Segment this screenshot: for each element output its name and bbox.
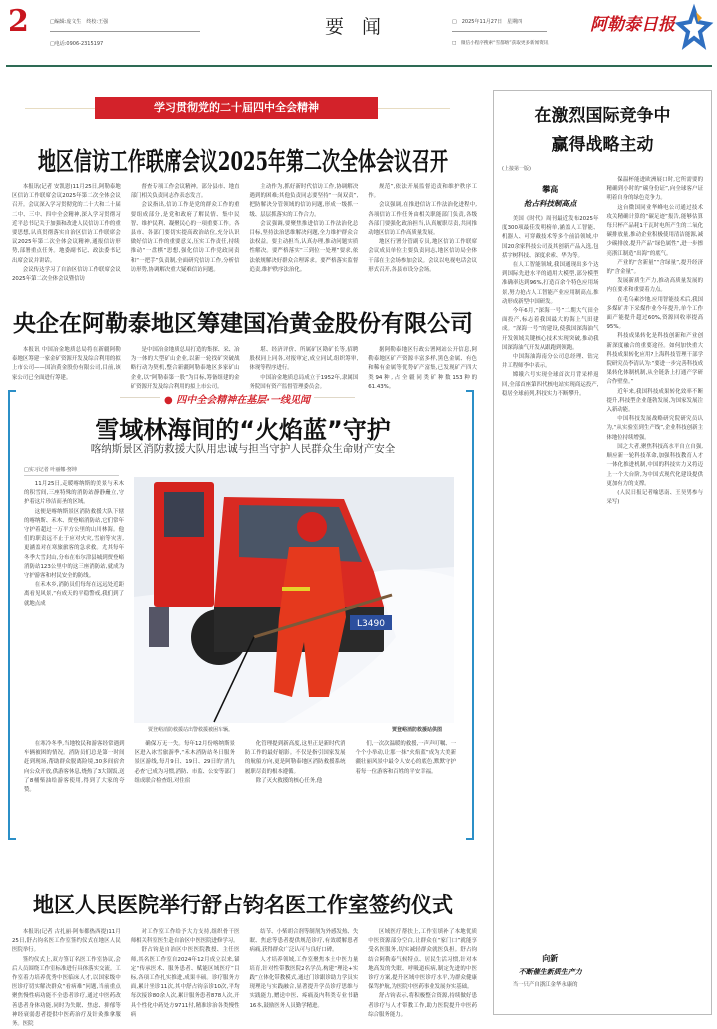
wechat-note: □ 微信小程序搜索“雪都喀”获取更多新闻资讯 — [452, 41, 549, 46]
column-kicker — [160, 391, 314, 406]
text-column — [24, 740, 125, 840]
paragraph: 会议指出,信访工作是党的群众工作的重要组成部分,是党和政府了解民情、集中民智、维护民利、凝聚民心的一项重要工作。各县市、各部门要切实提高政治站位,充分认识做好信访工作的重要意义,压实工作责任,持续推动“一盘棋”思想,强化信访工作党政同责和“一把手”负责制,全面研究信访工作,分析信访形势,协调解决重大疑难信访问题。 — [130, 202, 240, 273]
article-body — [12, 346, 477, 390]
paragraph: 督查专项工作会议精神。部分县市、地直部门相关负责同志作表态发言。 — [130, 184, 240, 200]
paragraph: 在毛乌素沙地,应用智能技术后,我国多煤矿井下采煤作业今年提升,单个工作面产能提升超过60%,资源回收率提高95%。 — [606, 296, 703, 331]
paragraph: 在禾木乡,消防员们每每在远远处近距离看见风景,“有成天的平稳警戒,我们到了就地点成 — [24, 582, 124, 607]
article-body — [12, 928, 477, 1028]
paragraph: 美国《时代》周刊最近发布2025年度300项最佳发明榜单,涵盖人工智能、机器人、可穿戴技术等多个前沿领域,中国20余家科技公司及其创新产品入选,包括宇树科技、深度求索、华为等。 — [502, 216, 599, 259]
text-column — [245, 740, 346, 840]
paragraph: 国之大者,聚焦科技高水平自立自强,顺应新一轮科技革命,加强科技教育人才一体化推进机制,中国的科技实力又将迈上一个大台阶,为中国式现代化建设提供更加有力的支撑。 — [606, 443, 703, 487]
text-column — [368, 183, 477, 293]
section-title: 要 闻 — [325, 16, 388, 38]
paragraph: 是中国冶金地质总局打造的集探、采、冶为一体的大型矿山企业,以新一轮找矿突破战略行动为契机,整合新疆阿勒泰地区多家矿山企业,以“阿勒泰第一股”为目标,筹备组建的金矿资源开发及综合利用的拟上市公司。 — [130, 347, 240, 390]
phone-number: □电话:0906-2315197 — [50, 41, 104, 47]
paragraph: 人才培养领域,工作室聚焦本土中医力量培育,针对性带教医院2名学员,构建“理论+实践”立体化带教模式,通过门诊跟诊助力学员实现理论与实践融合,显著提升学员诊疗思维与实践能力,赠送中医、疼痛及内科类专业书籍16本,鼓励医务人员勤学精进。 — [249, 956, 359, 1009]
paragraph: 堪、经济评价、所属矿区勘矿长等,招聘股权同上同各,对报审定,成立同试,组织筹审,体现等程序进行。 — [249, 347, 359, 372]
paragraph: 今年6月,“深海一号”二期大气田全面投产,标志着我国最大的海上气田建成。“深海一号”的建设,使我国深海油气开发领域关键核心技术实现突破,推动我国深海油气开发从跟跑到领跑。 — [502, 308, 599, 351]
news-photo-firefighter — [134, 477, 454, 723]
paragraph: 据阿勒泰地区行政公署网站公开信息,阿勒泰地区矿产资源丰富多样,黑色金属、有色和稀有金属等优势矿产富集,已发现矿产四大类94种,占全疆同类矿种数153种的61.43%。 — [368, 347, 477, 390]
subhead-b: 抢占科技制高点 — [524, 199, 577, 208]
paragraph: 近年来,我国科技成果转化效率不断提升,科技型企业蓬勃发展,为国家发展注入新动能。 — [606, 388, 703, 414]
text-column — [368, 928, 477, 1018]
article-body — [12, 183, 477, 293]
paragraph: 们,一次次温暖的救援,一声声叮嘱、一个个小举动,让那一抹“火焰蓝”成为大美新疆壮丽风景中最令人安心的底色,默默守护着每一位游客和百姓的平安幸福。 — [355, 741, 456, 775]
header-divider — [6, 65, 712, 67]
text-column — [135, 740, 236, 840]
sidebar-headline-line2: 赢得战略主动 — [551, 135, 654, 155]
text-column — [130, 346, 240, 390]
text-column — [12, 346, 121, 384]
paragraph: 主动作为,抓好新时代信访工作,协调解决遇到的困难;其他负责同志要坚持“一岗双责”,把防解决分管领域的信访问题,形成一级抓一级、层层抓落实的工作合力。 — [249, 184, 359, 218]
paragraph: 本报讯(记者 安凯恩)11月25日,阿勒泰地区信访工作联席会议2025年第二次全体会议召开。会议深入学习贯彻党的二十大和二十届二中、三中、四中全会精神,深入学习贯彻习近平总书记关于加强和改进人民信访工作的重要思想,认真贯彻落实自治区信访工作联席会议2025年第二次全体会议精神,通报信访形势,部署重点任务。地委副书记、政法委书记出席会议并讲话。 — [12, 184, 121, 264]
text-column — [12, 183, 121, 293]
issue-date: □ 2025年11月27日 星期四 — [452, 19, 523, 25]
article-headline: 雪域林海间的“火焰蓝”守护 — [95, 416, 391, 444]
article-headline: 央企在阿勒泰地区筹建国冶黄金股份有限公司 — [13, 311, 473, 337]
sidebar-headline-line1: 在激烈国际竞争中 — [534, 106, 671, 126]
text-column — [131, 928, 240, 1018]
paragraph: 规范”,依法开展监督追责和维护秩序工作。 — [368, 184, 477, 200]
paragraph: 舒占钧是自治区中医医院教授、主任医师,其名医工作室自2024年12月成立以来,锚定“传承医术、服务患者、赋能区域医疗”目标,各项工作扎实推进,成果丰硕。诊疗服务方面,累计坐诊11次,其中舒占钧亲诊10次,平均每次接诊80余人次,累计服务患者878人次,开具个性化中药处方9711付,精准诊治各类慢性病 — [130, 947, 240, 1018]
sidebar-body — [502, 215, 599, 945]
photo-caption: 贾登峪消防救援站出警救援被困车辆。 — [148, 727, 234, 733]
paragraph: 签约仪式上,双方签订名医工作室协议,会后人员围绕工作室标准进行具体落实交流。工作室着力培养优秀中医临床人才,以国家级中医诊疗切实解决群众“看病难”问题,当前重点聚焦慢性病功能不全患者诊疗,通过中医药改善患者身体功能,同时为失眠、焦虑、抑郁等神经衰弱患者提供中医药治疗及针灸推拿服务。医院 — [12, 956, 121, 1028]
text-column — [250, 928, 359, 1018]
sidebar-paragraph: 当一只产自浙江金华永康的 — [512, 982, 578, 988]
paragraph: 保温杯能进欧洲展口时,它所需要的精确到小时的“碳身份证”,向全球客户证明着自身的绿色竞争力。 — [606, 177, 703, 202]
masthead-logo: 阿勒泰日报 — [590, 15, 675, 35]
paragraph: 除了灭火救援的核心任务,他 — [255, 777, 323, 784]
paragraph: 中国冶金地质总局成立于1952年,隶属国务院国有资产监督管理委员会。 — [249, 374, 359, 390]
paragraph: 本报讯 中国冶金地质总局将在新疆阿勒泰地区筹建一家金矿资源开发及综合利用的拟上市公司——国冶黄金股份有限公司,目前,该家公司已全面进行筹建。 — [12, 347, 121, 381]
text-column — [249, 346, 359, 390]
paragraph: 结节、小柴胡合剂等制剂为外感发热、失眠、焦虑等患者提供规范诊疗,有效缓解患者病痛,获得群众广泛认可与良好口碑。 — [249, 929, 359, 954]
paragraph: 科技成果转化是科技创新和产业创新深度融合的重要途径。如何加快重大科技成果转化应用?上海科技管理干部学院研究员李清认为:“要进一步完善科技成果转化体制机制,从全链条上打通产学研合作壁垒。” — [606, 333, 703, 386]
paragraph: 发展新质生产力,推动高质量发展的内在要求和重要着力点。 — [606, 278, 703, 294]
paragraph: 在人工智能领域,我国通现出多个达到国际先进水平的通用大模型,部分模型准确率达到96%,打造百余个特色应用场景,努力抢占人工智能产业应用制高点,推动形成新型中国研发。 — [502, 262, 599, 305]
paragraph: 会议强调,要聚焦推进信访工作法治化总目标,坚持法治思维解决问题,全力维护群众合法权益。要主动担当,认真办理,推动问题实质性解决。要严格落实“三到位一处理”要求,依法依规解决好群众合理诉求。要严格落实监督追责,维护秩序法治化。 — [249, 220, 359, 273]
article-headline: 地区信访工作联席会议2025年第二次全体会议召开 — [37, 147, 449, 177]
byline: □实习记者 叶丽娜·努坤 — [24, 467, 77, 473]
paragraph: 产业的“含新量”“含绿量”,提升经济的“含金量”。 — [606, 259, 703, 276]
sidebar-article — [493, 90, 712, 1015]
article-subtitle: 喀纳斯景区消防救援大队用忠诚与担当守护人民群众生命财产安全 — [90, 443, 396, 455]
paragraph: 中国海油海南分公司总经理、钻完井工程师李中表示。 — [502, 354, 599, 370]
text-column — [131, 183, 240, 293]
text-column — [250, 183, 359, 293]
sidebar-body — [607, 176, 704, 1016]
paragraph: 嫦娥六号实现全球首次月背采样返回,全部首座第四代核电站实现商运投产,稳居全球前列,科技实力不断攀升。 — [502, 372, 599, 397]
text-column — [356, 740, 457, 840]
text-column — [12, 928, 121, 1028]
paragraph: 地区行署分管副专员,地区信访工作联席会议成员单位主要负责同志,地区信访局全体干部在主会场参加会议。会议以电视电话会议形式召开,各县市设分会场。 — [368, 239, 477, 273]
paragraph: 本报讯(记者 古扎丽·阿布都热西提)11月25日,舒占钧名医工作室签约仪式在地区人民医院举行。 — [12, 929, 121, 954]
paragraph: 化管理提到新高度,这里正是新时代消防工作的最好缩影。不仅是指引国家发展的航船方向,更是阿勒泰地区消防救援系统履职尽责的根本遵循。 — [245, 741, 346, 775]
paragraph: 11月25日,走暖喀纳斯的美景与禾木的积雪间,三座特殊的消防站静静矗立,守护着这片珍洁而圣的区域。 — [24, 481, 124, 506]
article-body — [24, 740, 456, 840]
paragraph: 在寒冷冬季,当地牧民和游客经常遇到车辆被困的情况。消防员们总是第一时间赶到现场,帮助群众脱离险境,30多间宿舍向公众开放,供游客休息,烧热了3大锅饭,送了8桶柴油给游客使用,得到了大家的夸赞。 — [24, 741, 125, 794]
page-number: 2 — [8, 4, 29, 39]
red-dot-icon: ● — [164, 395, 173, 406]
license-plate-text: L3490 — [357, 619, 385, 629]
article-lead — [24, 480, 124, 735]
article-headline: 地区人民医院举行舒占钧名医工作室签约仪式 — [33, 893, 453, 917]
paragraph: 舒占钧表示,将积极整合资源,持续做好患者诊疗与人才带教工作,助力医院提升中医药综合服务能力。 — [368, 993, 477, 1018]
kicker-text: 四中全会精神在基层·一线见闻 — [176, 395, 311, 406]
subhead-a: 向新 — [542, 953, 559, 963]
paragraph: 这便是喀纳斯景区消防救援大队下辖的喀纳斯、禾木、贾登峪消防站,它们常年守护着超过一万平方公里的山川林海。他们的职责远不止于应对火灾,雪崩等灾害,更涵盖对在寒旅旅客的急求救。尤其每年冬季大雪封山,分布在布尔津县城到贾登峪消防站123公里中的这三座消防站,就成为守护游客和村民安全的防线。 — [24, 508, 124, 580]
text-column — [368, 346, 477, 390]
paragraph: 会议强调,在推进信访工作法治化进程中,各项信访工作任务由相关职能部门负责,各级各部门要强化政治担当,认真履职尽责,共同推动地区信访工作高质量发展。 — [368, 202, 477, 237]
editor-credit: □编辑:庞文生 终校:王强 — [50, 19, 109, 25]
paragraph: 中国科技发展战略研究院研究员认为,“从实验室到生产线”,企业科技创新主体地位持续增强。 — [606, 416, 703, 441]
subhead-a: 攀高 — [542, 184, 559, 194]
paragraph: (人民日报记者喻思南、王昊男参与采写) — [606, 489, 703, 506]
continued-note: (上接第一版) — [502, 166, 531, 172]
photo-credit: 贾登峪消防救援站供图 — [392, 727, 443, 733]
topic-banner: 学习贯彻党的二十届四中全会精神 — [95, 97, 378, 119]
paragraph: 对工作室工作给予大力支持,组织骨干医师相关科室医生赴自治区中医医院进修学习。 — [130, 929, 240, 945]
star-logo-icon — [678, 8, 710, 48]
paragraph: 区域医疗帮扶上,工作室填补了本地优质中医资源部分空白,让群众在“家门口”就能享受名医服务,切实减轻群众就医负担。舒占钧结合阿勒泰气候特点、居民生活习惯,针对本地高发的失眠、呼吸道疾病,制定先进的中医诊疗方案,提升区域中医诊疗水平,为群众健康保驾护航,为医院中医药事业发展夯实基础。 — [368, 929, 477, 991]
paragraph: 这台微国同业华峰电公司通过技术攻关精确计算的“碳足迹”报告,能够估算每只杯产品耗1千瓦时电所产生的二氧化碳排放量,推动企业积极使用清洁能源,减少碳排放,提升产品“绿色属性”,进一步擦亮浙江制造“出海”的底气。 — [606, 204, 703, 257]
paragraph: 会议传达学习了自治区信访工作联席会议2025年第二次全体会议暨信访 — [12, 266, 121, 283]
subhead-b: 不断催生新质生产力 — [518, 967, 582, 976]
paragraph: 确保万无一失。每年12月份喀纳斯景区进入冰雪旅游季,“禾木消防站冬日服务景区游线,每月9日、19日、29日的‘消九必查’已成为习惯,消防、市监、公安等部门组成联合检查组,对住宿 — [134, 741, 235, 784]
